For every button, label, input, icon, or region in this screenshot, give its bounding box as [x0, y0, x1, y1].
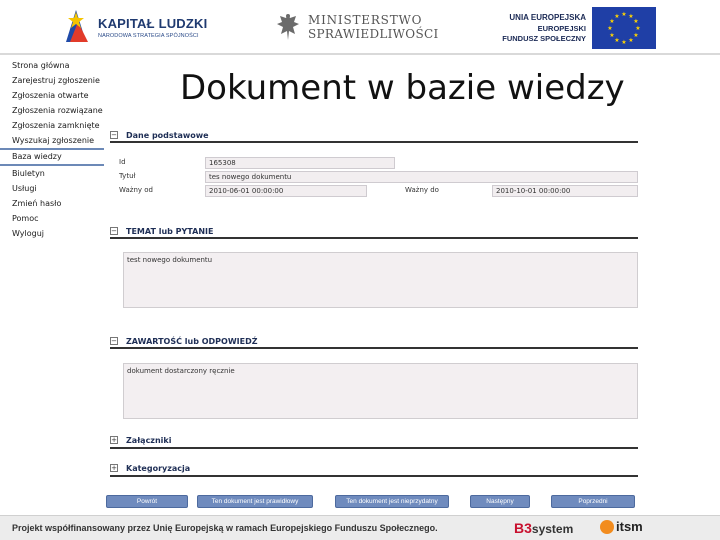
- section-topic-header[interactable]: [110, 224, 213, 238]
- sidebar-item-open-tickets[interactable]: Zgłoszenia otwarte: [12, 91, 89, 100]
- svg-text:★: ★: [621, 39, 627, 46]
- b3system-logo: [514, 520, 573, 536]
- section-attachments-header[interactable]: [110, 433, 171, 447]
- svg-text:★: ★: [607, 25, 613, 32]
- b3-brand: B3: [514, 520, 532, 536]
- section-attachments-divider: [110, 447, 638, 449]
- eu-line-3: FUNDUSZ SPOŁECZNY: [502, 34, 586, 43]
- section-content-divider: [110, 347, 638, 349]
- eu-line-2: EUROPEJSKI: [537, 24, 586, 33]
- page-title: Dokument w bazie wiedzy: [180, 68, 625, 108]
- sidebar-item-help[interactable]: Pomoc: [12, 214, 39, 223]
- kapital-ludzki-emblem-icon: [60, 8, 92, 46]
- section-categorization-header[interactable]: [110, 461, 190, 475]
- section-content-header[interactable]: [110, 334, 258, 348]
- section-topic-divider: [110, 237, 638, 239]
- svg-text:★: ★: [609, 18, 615, 25]
- kapital-ludzki-logo: [60, 6, 210, 48]
- svg-text:★: ★: [633, 32, 639, 39]
- sidebar-menu: [0, 58, 104, 241]
- sidebar-item-register-ticket[interactable]: Zarejestruj zgłoszenie: [12, 76, 100, 85]
- id-label: Id: [119, 158, 126, 166]
- footer: [0, 515, 720, 540]
- eagle-icon: [276, 12, 300, 42]
- section-basic-divider: [110, 141, 638, 143]
- sidebar-item-resolved-tickets[interactable]: Zgłoszenia rozwiązane: [12, 106, 103, 115]
- itsm-dot-icon: [600, 520, 614, 534]
- sidebar-item-bulletin[interactable]: Biuletyn: [12, 169, 45, 178]
- sidebar-item-knowledge-base[interactable]: Baza wiedzy: [0, 148, 104, 166]
- section-basic-header[interactable]: [110, 128, 209, 142]
- next-button[interactable]: Następny: [470, 495, 530, 508]
- ministry-line-2: SPRAWIEDLIWOŚCI: [308, 27, 439, 41]
- section-topic-title: TEMAT lub PYTANIE: [126, 226, 214, 236]
- svg-text:★: ★: [614, 37, 620, 44]
- sidebar-item-search-ticket[interactable]: Wyszukaj zgłoszenie: [12, 136, 95, 145]
- sidebar-item-closed-tickets[interactable]: Zgłoszenia zamknięte: [12, 121, 100, 130]
- sidebar-item-change-password[interactable]: Zmień hasło: [12, 199, 62, 208]
- content-textarea[interactable]: dokument dostarczony ręcznie: [123, 363, 638, 419]
- document-correct-button[interactable]: Ten dokument jest prawidłowy: [197, 495, 313, 508]
- expand-icon[interactable]: +: [111, 436, 117, 444]
- collapse-icon[interactable]: −: [111, 227, 117, 235]
- valid-from-field[interactable]: 2010-06-01 00:00:00: [205, 185, 367, 197]
- document-useless-button[interactable]: Ten dokument jest nieprzydatny: [335, 495, 449, 508]
- sidebar-item-logout[interactable]: Wyloguj: [12, 229, 44, 238]
- svg-text:★: ★: [614, 13, 620, 20]
- eu-line-1: UNIA EUROPEJSKA: [509, 13, 586, 22]
- section-basic-title: Dane podstawowe: [126, 130, 209, 140]
- section-attachments-title: Załączniki: [126, 435, 172, 445]
- svg-text:★: ★: [635, 25, 641, 32]
- valid-to-label: Ważny do: [405, 186, 439, 194]
- b3-suffix: system: [531, 522, 574, 536]
- sidebar-item-services[interactable]: Usługi: [12, 184, 37, 193]
- svg-text:★: ★: [628, 13, 634, 20]
- section-categorization-title: Kategoryzacja: [126, 463, 191, 473]
- ministry-logo: [276, 10, 439, 44]
- valid-from-label: Ważny od: [119, 186, 153, 194]
- section-categorization-divider: [110, 475, 638, 477]
- header-logos: [0, 0, 720, 55]
- kapital-ludzki-subtitle: NARODOWA STRATEGIA SPÓJNOŚCI: [98, 32, 199, 39]
- sidebar-item-home[interactable]: Strona główna: [12, 61, 70, 70]
- title-label: Tytuł: [119, 172, 136, 180]
- itsm-logo: [600, 519, 643, 534]
- collapse-icon[interactable]: −: [111, 337, 117, 345]
- valid-to-field[interactable]: 2010-10-01 00:00:00: [492, 185, 638, 197]
- previous-button[interactable]: Poprzedni: [551, 495, 635, 508]
- svg-text:★: ★: [609, 32, 615, 39]
- expand-icon[interactable]: +: [111, 464, 117, 472]
- itsm-text: itsm: [616, 519, 643, 534]
- section-content-title: ZAWARTOŚĆ lub ODPOWIEDŹ: [126, 336, 258, 346]
- ministry-line-1: MINISTERSTWO: [308, 13, 423, 27]
- svg-text:★: ★: [621, 11, 627, 18]
- svg-text:★: ★: [633, 18, 639, 25]
- kapital-ludzki-title: KAPITAŁ LUDZKI: [98, 15, 208, 31]
- back-button[interactable]: Powrót: [106, 495, 188, 508]
- topic-textarea[interactable]: test nowego dokumentu: [123, 252, 638, 308]
- footer-cofinancing-text: Projekt współfinansowany przez Unię Europejską w ramach Europejskiego Funduszu Społecznego.: [12, 523, 438, 533]
- svg-text:★: ★: [628, 37, 634, 44]
- eu-logo: [494, 6, 656, 50]
- title-field[interactable]: tes nowego dokumentu: [205, 171, 638, 183]
- header-divider: [0, 53, 720, 55]
- eu-flag-icon: [592, 7, 656, 49]
- id-field[interactable]: 165308: [205, 157, 395, 169]
- collapse-icon[interactable]: −: [111, 131, 117, 139]
